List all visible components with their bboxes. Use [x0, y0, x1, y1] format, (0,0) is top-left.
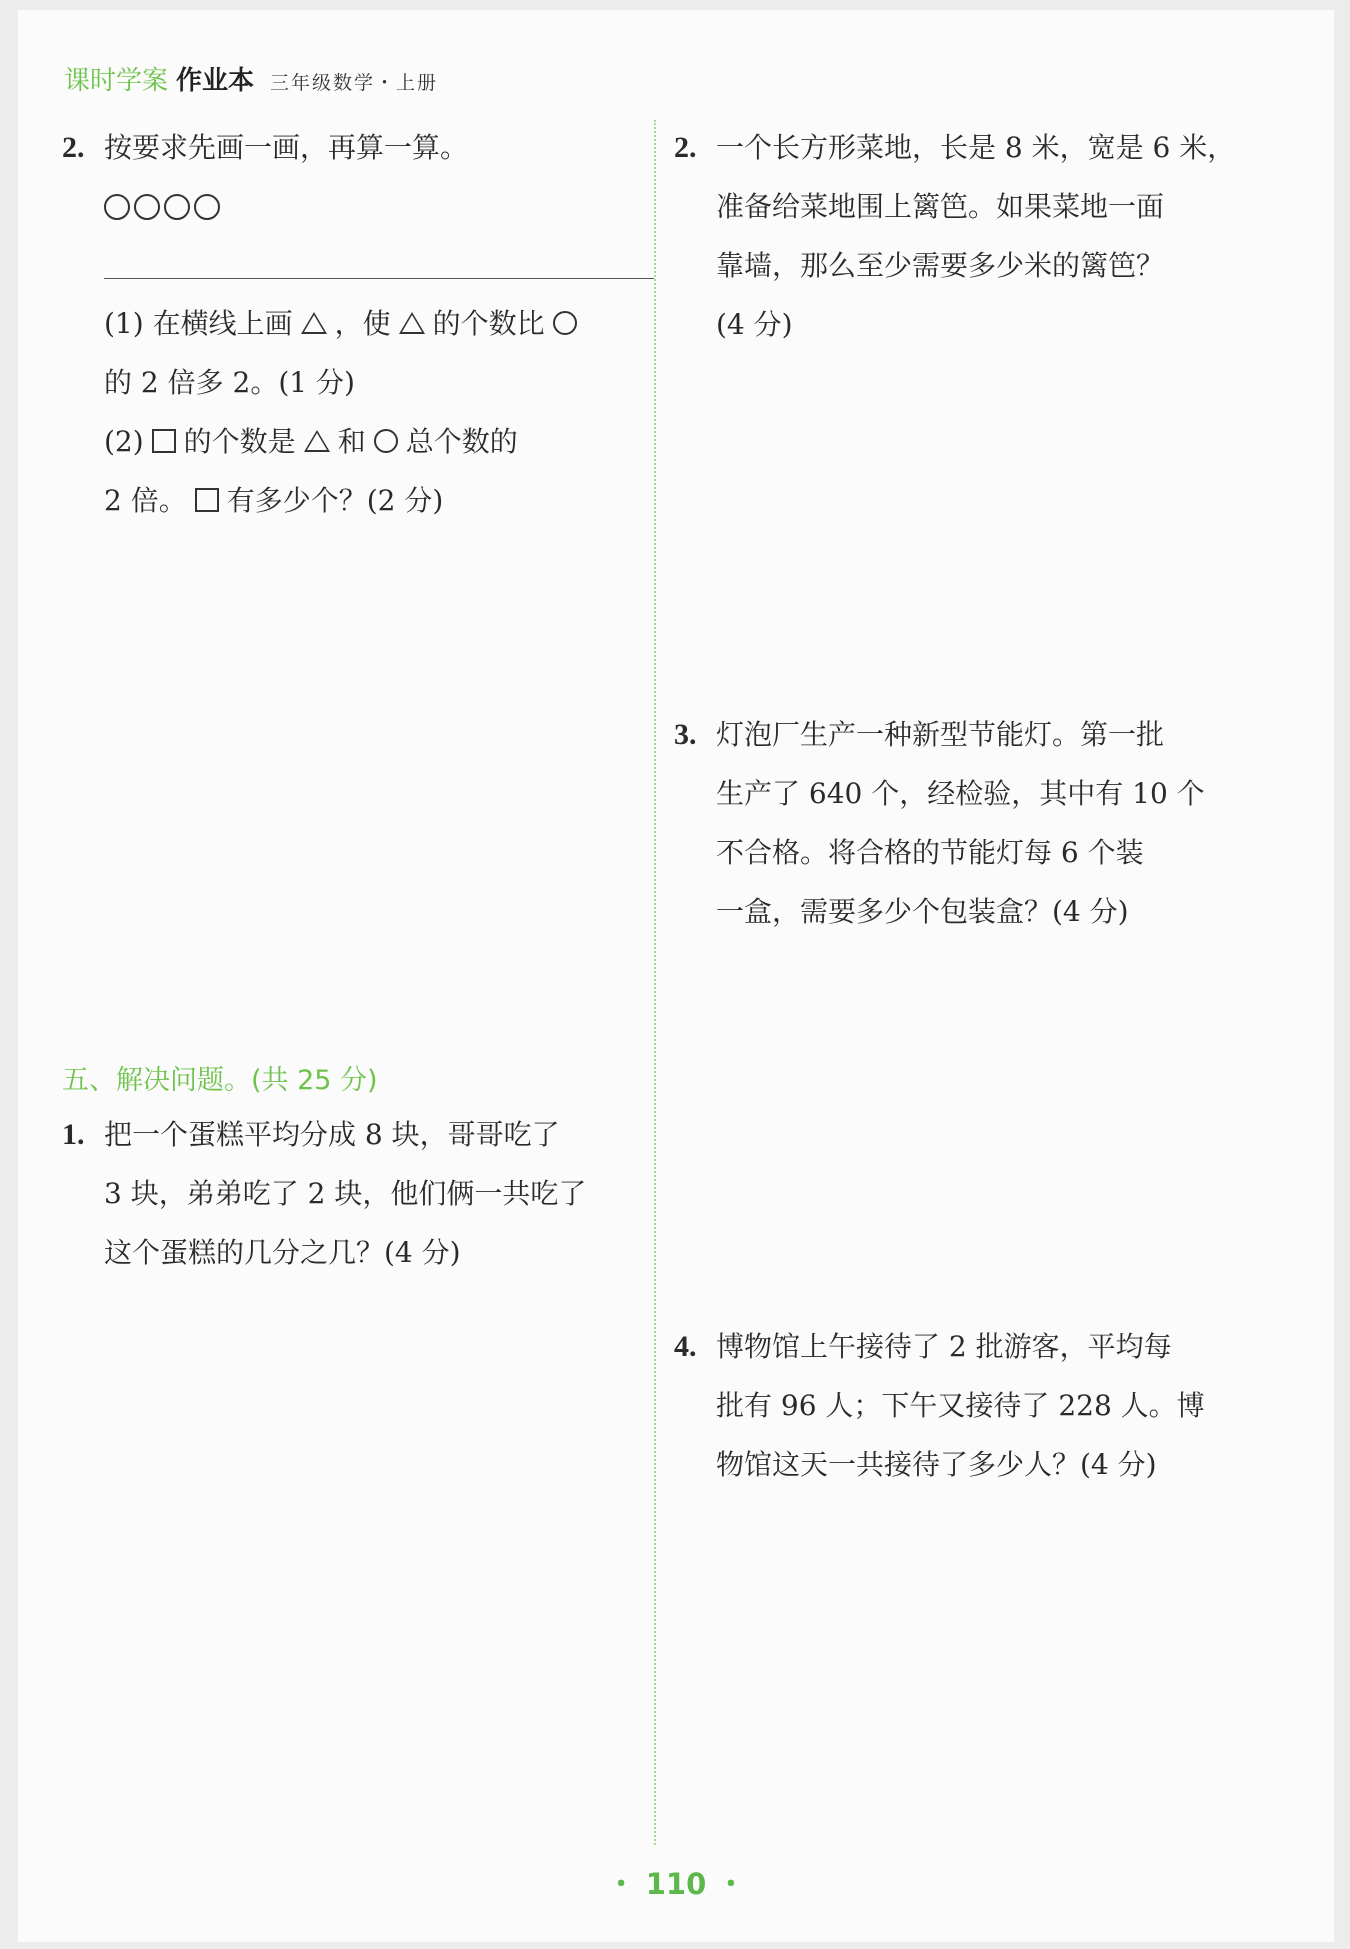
question-number: 2. — [674, 131, 697, 164]
circle-icon — [194, 194, 220, 220]
question-line: 博物馆上午接待了 2 批游客，平均每 — [716, 1330, 1172, 1363]
circle-icon — [104, 194, 130, 220]
triangle-icon — [301, 312, 327, 334]
text-segment: 的个数比 — [432, 307, 545, 340]
worksheet-page — [18, 10, 1334, 1942]
text-segment: (2) — [104, 425, 144, 458]
header-brand: 课时学案 — [64, 66, 169, 96]
header-subtitle: 三年级数学・上册 — [270, 72, 439, 94]
part-1-line-2: 的 2 倍多 2。(1 分) — [104, 366, 355, 399]
question-line: 3 块，弟弟吃了 2 块，他们俩一共吃了 — [104, 1177, 587, 1210]
circle-icon — [553, 311, 577, 335]
page-header — [64, 60, 438, 97]
right-question-4 — [674, 1317, 1276, 1494]
column-divider — [654, 120, 656, 1845]
question-line: 一个长方形菜地，长是 8 米，宽是 6 米， — [716, 131, 1236, 164]
triangle-icon — [304, 430, 330, 452]
triangle-icon — [399, 312, 425, 334]
question-number: 4. — [674, 1330, 697, 1363]
left-question-2-parts — [104, 294, 654, 530]
text-segment: 2 倍。 — [104, 484, 187, 517]
text-segment: 和 — [337, 425, 366, 458]
left-question-2 — [62, 118, 654, 236]
question-line: 准备给菜地围上篱笆。如果菜地一面 — [716, 190, 1165, 223]
part-2-line-2 — [104, 471, 654, 530]
text-segment: 有多少个？(2 分) — [226, 484, 444, 517]
square-icon — [195, 488, 219, 512]
question-prompt: 按要求先画一画，再算一算。 — [104, 131, 469, 164]
question-number: 1. — [62, 1118, 85, 1151]
left-question-1 — [62, 1105, 644, 1282]
circle-icon — [374, 429, 398, 453]
page-number: ・ 110 ・ — [606, 1867, 746, 1901]
question-line: 这个蛋糕的几分之几？(4 分) — [104, 1236, 461, 1269]
right-question-2 — [674, 118, 1276, 354]
text-segment: ，使 — [334, 307, 391, 340]
square-icon — [152, 429, 176, 453]
section-title: 五、解决问题。(共 25 分) — [62, 1065, 378, 1096]
question-line: (4 分) — [716, 308, 793, 341]
header-title: 作业本 — [176, 66, 255, 96]
question-line: 一盒，需要多少个包装盒？(4 分) — [716, 895, 1129, 928]
question-line: 靠墙，那么至少需要多少米的篱笆？ — [716, 249, 1165, 282]
question-number: 3. — [674, 718, 697, 751]
question-line: 批有 96 人；下午又接待了 228 人。博 — [716, 1389, 1205, 1422]
question-line: 灯泡厂生产一种新型节能灯。第一批 — [716, 718, 1165, 751]
question-number: 2. — [62, 131, 85, 164]
circle-row — [104, 177, 654, 236]
question-line: 物馆这天一共接待了多少人？(4 分) — [716, 1448, 1157, 1481]
question-line: 不合格。将合格的节能灯每 6 个装 — [716, 836, 1144, 869]
question-line: 把一个蛋糕平均分成 8 块，哥哥吃了 — [104, 1118, 560, 1151]
text-segment: (1) 在横线上画 — [104, 307, 293, 340]
circle-icon — [164, 194, 190, 220]
answer-line — [104, 278, 654, 279]
question-line: 生产了 640 个，经检验，其中有 10 个 — [716, 777, 1205, 810]
part-2-line-1 — [104, 412, 654, 471]
circle-icon — [134, 194, 160, 220]
part-1-line-1 — [104, 294, 654, 353]
text-segment: 的个数是 — [183, 425, 296, 458]
text-segment: 总个数的 — [405, 425, 518, 458]
right-question-3 — [674, 705, 1276, 941]
